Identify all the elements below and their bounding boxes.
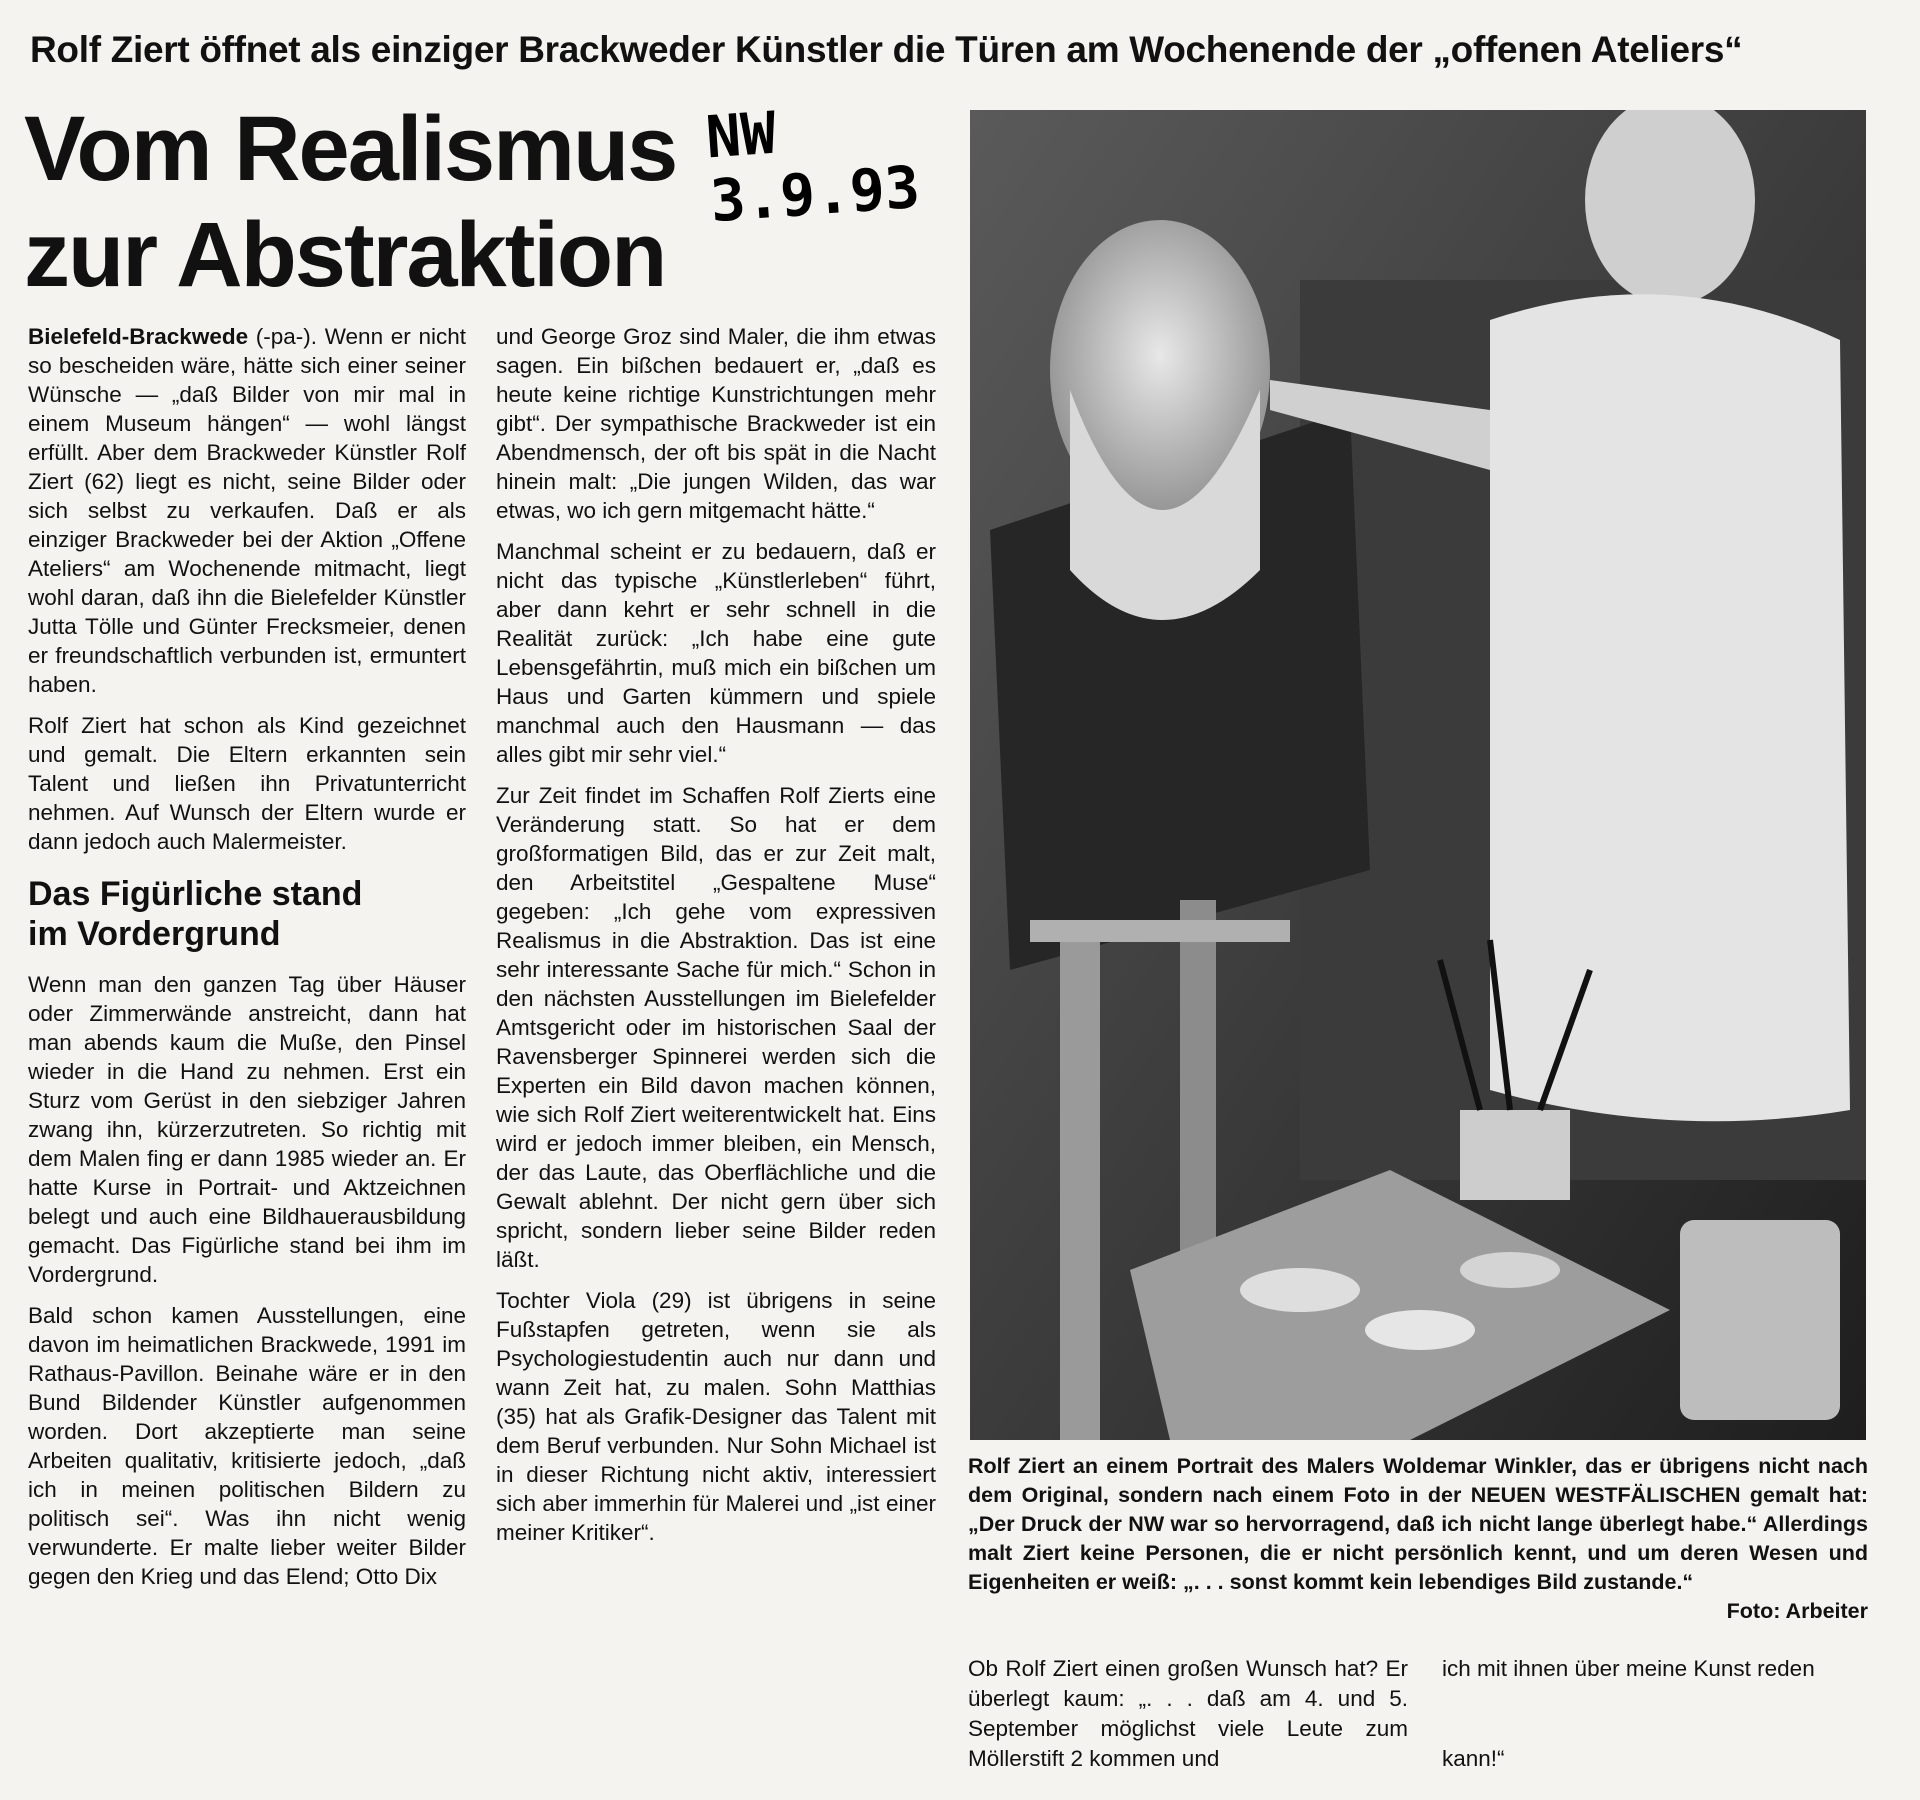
photo-illustration (970, 110, 1866, 1440)
article-paragraph: Manchmal scheint er zu bedauern, daß er nicht das typische „Künstlerleben“ führt, aber dann kehrt er sehr schnell in die Realität zurück: „Ich habe eine gute Lebensgefährtin, muß mich ein bißchen um Haus und Garten kümmern und spiele manchmal auch den Hausmann — das alles gibt mir sehr viel.“ (496, 539, 936, 767)
article-column-2 (496, 322, 936, 1559)
article-closing: kann!“ (1442, 1746, 1505, 1771)
paint-bucket (1680, 1220, 1840, 1420)
artist-white-coat (1490, 294, 1850, 1121)
headline-line-1: Vom Realismus (24, 98, 677, 200)
paragraph-text: (-pa-). Wenn er nicht so bescheiden wäre, hätte sich einer seiner Wünsche — „daß Bilder von mir mal in einem Museum hängen“ — wohl längst erfüllt. Aber dem Brackweder Künstler Rolf Ziert (62) liegt es nicht, seine Bilder oder sich selbst zu verkaufen. Daß er als einziger Brackweder bei der Aktion „Offene Ateliers“ am Wochenende mitmacht, liegt wohl daran, daß ihn die Bielefelder Künstler Jutta Tölle und Günter Frecksmeier, denen er freundschaftlich verbunden ist, ermuntert haben. (28, 324, 466, 697)
brush-pot (1460, 1110, 1570, 1200)
article-column-1 (28, 322, 466, 1603)
artist-photo (970, 110, 1866, 1440)
article-paragraph: ich mit ihnen über meine Kunst reden (1442, 1656, 1815, 1681)
easel-leg-left (1060, 930, 1100, 1440)
article-paragraph: Wenn man den ganzen Tag über Häuser oder Zimmerwände anstreicht, dann hat man abends kaum die Muße, den Pinsel wieder in die Hand zu nehmen. Erst ein Sturz vom Gerüst in den siebziger Jahren zwang ihn, kürzerzutreten. So richtig mit dem Malen fing er dann 1985 wieder an. Er hatte Kurse in Portrait- und Aktzeichnen belegt und auch eine Bildhauerausbildung gemacht. Das Figürliche stand bei ihm im Vordergrund. (28, 972, 466, 1287)
subheading-line-1: Das Figürliche stand (28, 875, 363, 913)
paint-tube (1240, 1268, 1360, 1312)
headline (24, 96, 784, 308)
subheading-line-2: im Vordergrund (28, 915, 281, 953)
article-paragraph: Zur Zeit findet im Schaffen Rolf Zierts eine Veränderung statt. So hat er dem großformatigen Bild, das er zur Zeit malt, den Arbeitstitel „Gespaltene Muse“ gegeben: „Ich gehe vom expressiven Realismus in die Abstraktion. Das ist eine sehr interessante Sache für mich.“ Schon in den nächsten Ausstellungen im Bielefelder Amtsgericht oder im historischen Saal der Ravensberger Spinnerei werden sich die Experten ein Bild davon machen können, wie sich Rolf Ziert weiterentwickelt hat. Eins wird er jedoch immer bleiben, ein Mensch, der das Laute, das Oberflächliche und die Gewalt ablehnt. Der nicht gern über sich spricht, sondern lieber seine Bilder reden läßt. (496, 783, 936, 1272)
handwritten-note-line-2: 3.9.93 (708, 152, 922, 236)
article-column-3 (968, 1654, 1408, 1786)
article-paragraph (28, 322, 466, 699)
article-paragraph: Rolf Ziert hat schon als Kind gezeichnet und gemalt. Die Eltern erkannten sein Talent und ließen ihn Privatunterricht nehmen. Auf Wunsch der Eltern wurde er dann jedoch auch Malermeister. (28, 713, 466, 854)
article-paragraph: und George Groz sind Maler, die ihm etwas sagen. Ein bißchen bedauert er, „daß es heute keine richtige Kunstrichtungen mehr gibt“. Der sympathische Brackweder ist ein Abendmensch, der oft bis spät in die Nacht hinein malt: „Die jungen Wilden, das war etwas, wo ich gern mitgemacht hätte.“ (496, 324, 936, 523)
handwritten-note-line-1: NW (703, 98, 779, 172)
article-column-4 (1442, 1654, 1882, 1774)
photo-credit: Foto: Arbeiter (1726, 1599, 1868, 1623)
easel-crossbar (1030, 920, 1290, 942)
article-paragraph: Tochter Viola (29) ist übrigens in seine Fußstapfen getreten, wenn sie als Psychologiestudentin auch nur dann und wann Zeit hat, zu malen. Sohn Matthias (35) hat als Grafik-Designer das Talent mit dem Beruf verbunden. Nur Sohn Michael ist in dieser Richtung nicht aktiv, interessiert sich aber immerhin für Malerei und „ist einer meiner Kritiker“. (496, 1288, 936, 1545)
photo-caption (968, 1452, 1868, 1626)
kicker-line: Rolf Ziert öffnet als einziger Brackweder Künstler die Türen am Wochenende der „offenen Ateliers“ (30, 29, 1743, 70)
paint-tube (1460, 1252, 1560, 1288)
article-paragraph: Bald schon kamen Ausstellungen, eine davon im heimatlichen Brackwede, 1991 im Rathaus-Pavillon. Beinahe wäre er in den Bund Bildender Künstler aufgenommen worden. Dort akzeptierte man seine Arbeiten qualitativ, kritisierte jedoch, „daß ich in meinen politischen Bildern zu politisch sei“. Was ihn nicht wenig verwunderte. Er malte lieber weiter Bilder gegen den Krieg und das Elend; Otto Dix (28, 1303, 466, 1589)
dateline: Bielefeld-Brackwede (28, 324, 249, 349)
article-paragraph: Ob Rolf Ziert einen großen Wunsch hat? Er überlegt kaum: „. . . daß am 4. und 5. September möglichst viele Leute zum Möllerstift 2 kommen und (968, 1656, 1408, 1771)
subheading (28, 874, 466, 954)
handwritten-date-note (704, 87, 982, 234)
headline-line-2: zur Abstraktion (24, 204, 666, 306)
caption-text: Rolf Ziert an einem Portrait des Malers Woldemar Winkler, das er übrigens nicht nach dem Original, sondern nach einem Foto in der NEUEN WESTFÄLISCHEN gemalt hat: „Der Druck der NW war so hervorragend, daß ich nicht lange überlegt habe.“ Allerdings malt Ziert keine Personen, die er nicht persönlich kennt, und um deren Wesen und Eigenheiten er weiß: „. . . sonst kommt kein lebendiges Bild zustande.“ (968, 1454, 1868, 1594)
paint-tube (1365, 1310, 1475, 1350)
